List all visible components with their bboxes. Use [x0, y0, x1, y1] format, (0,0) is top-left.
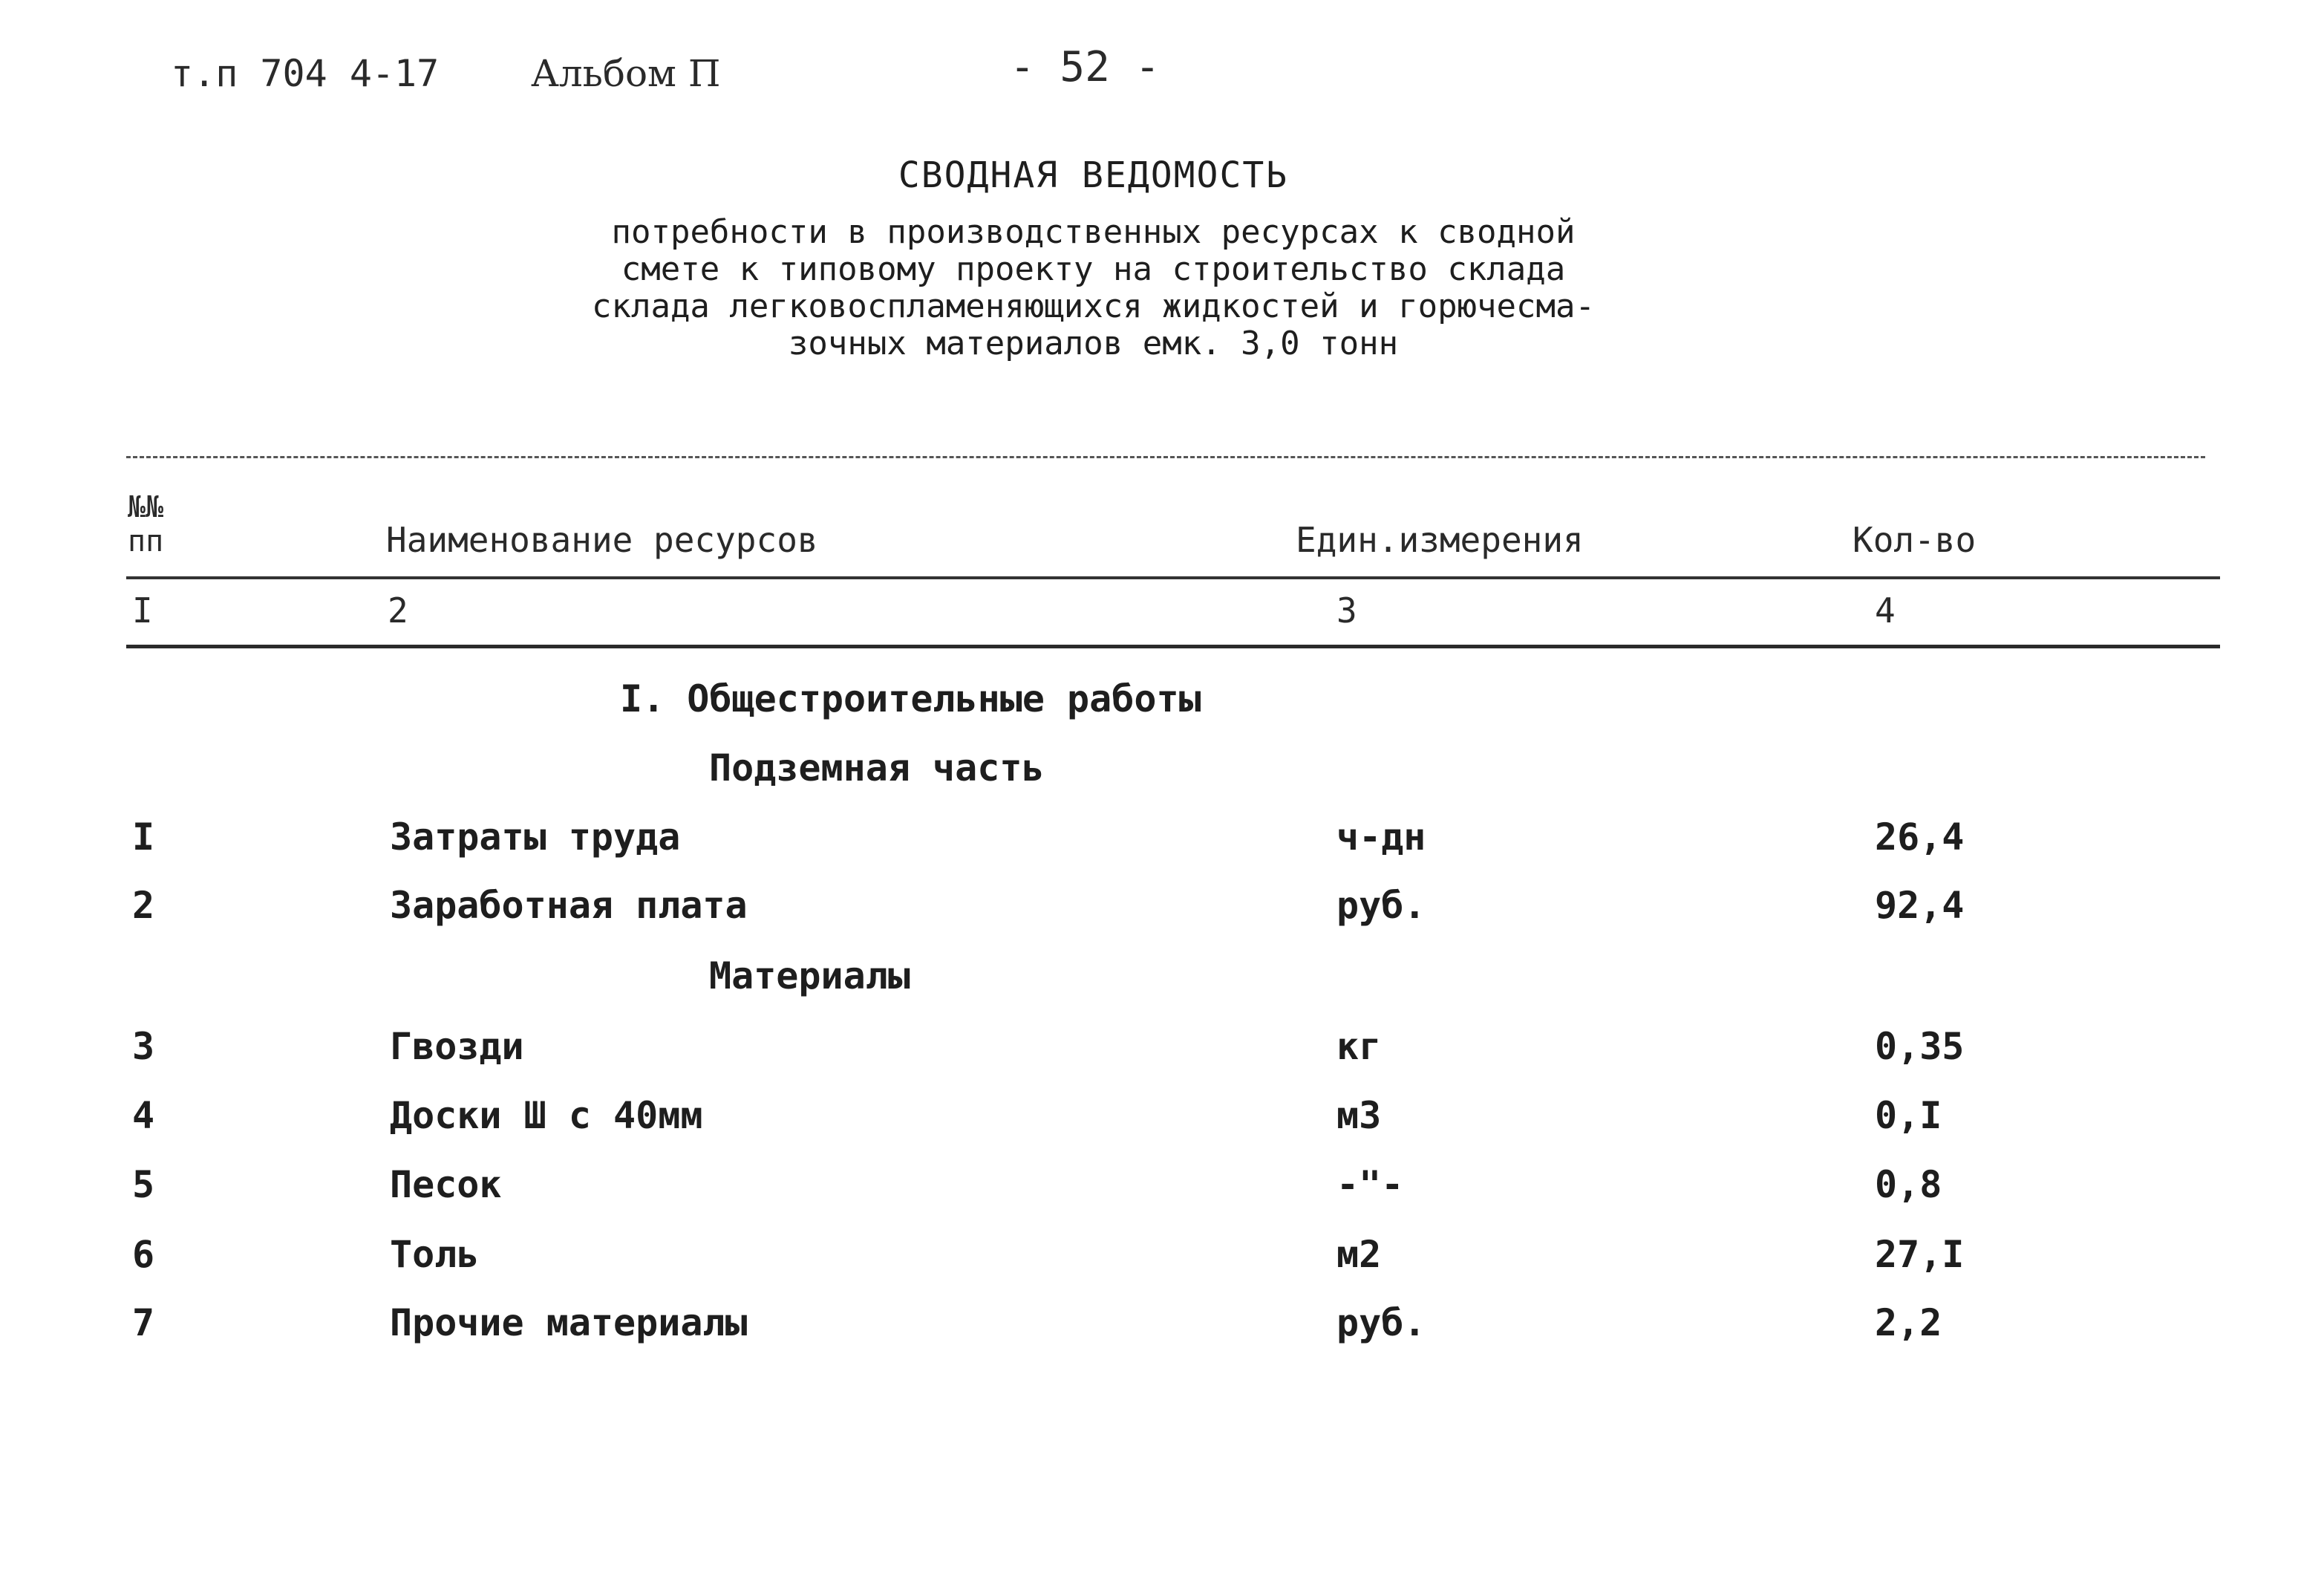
row-quantity: 0,8: [1875, 1163, 1942, 1206]
column-header-quantity: Кол-во: [1853, 520, 1977, 560]
subtitle-line: потребности в производственных ресурсах к сводной: [611, 213, 1576, 251]
column-header-number-line1: №№: [128, 490, 164, 524]
table-top-rule: [126, 456, 2205, 458]
row-name: Гвозди: [390, 1025, 524, 1068]
row-name: Затраты труда: [390, 815, 681, 859]
project-code: т.п 704 4-17: [171, 52, 440, 95]
column-header-number: [128, 490, 163, 559]
row-name: Песок: [390, 1163, 502, 1206]
section-heading: I. Общестроительные работы: [620, 677, 1201, 720]
row-name: Заработная плата: [390, 884, 748, 927]
row-quantity: 92,4: [1875, 884, 1965, 927]
page-number: - 52 -: [1010, 43, 1161, 91]
column-header-name: Наименование ресурсов: [386, 520, 818, 560]
column-number-4: 4: [1875, 590, 1896, 631]
table-header-rule: [126, 576, 2220, 579]
row-unit: м3: [1336, 1094, 1382, 1137]
row-quantity: 0,35: [1875, 1025, 1965, 1068]
subsection-heading-underground: Подземная часть: [709, 746, 1045, 790]
row-number: I: [132, 815, 155, 859]
row-number: 5: [132, 1163, 155, 1206]
column-header-number-line2: пп: [128, 524, 164, 559]
album-label: Альбом П: [531, 52, 721, 95]
row-unit: м2: [1336, 1233, 1382, 1276]
row-name: Доски Ш с 40мм: [390, 1094, 703, 1137]
row-quantity: 26,4: [1875, 815, 1965, 859]
column-number-1: I: [132, 590, 153, 631]
row-unit: кг: [1336, 1025, 1382, 1068]
subtitle-line: склада легковоспламеняющихся жидкостей и горючесма-: [591, 287, 1595, 325]
document-title: СВОДНАЯ ВЕДОМОСТЬ: [898, 154, 1289, 196]
subtitle-line: зочных материалов емк. 3,0 тонн: [788, 325, 1399, 362]
row-number: 3: [132, 1025, 155, 1068]
column-number-3: 3: [1336, 590, 1357, 631]
column-header-unit: Един.измерения: [1296, 520, 1584, 560]
column-number-2: 2: [388, 590, 408, 631]
row-number: 6: [132, 1233, 155, 1276]
subtitle-line: смете к типовому проекту на строительство склада: [621, 250, 1566, 288]
document-subtitle: [0, 214, 2187, 362]
row-quantity: 2,2: [1875, 1301, 1942, 1344]
row-unit: руб.: [1336, 1301, 1426, 1344]
row-name: Толь: [390, 1233, 480, 1276]
row-quantity: 0,I: [1875, 1094, 1942, 1137]
table-columns-rule: [126, 645, 2220, 648]
subsection-heading-materials: Материалы: [709, 954, 910, 997]
row-unit: руб.: [1336, 884, 1426, 927]
row-unit: ч-дн: [1336, 815, 1426, 859]
row-quantity: 27,I: [1875, 1233, 1965, 1276]
row-number: 7: [132, 1301, 155, 1344]
row-number: 4: [132, 1094, 155, 1137]
row-unit: -"-: [1336, 1163, 1404, 1206]
row-number: 2: [132, 884, 155, 927]
row-name: Прочие материалы: [390, 1301, 748, 1344]
